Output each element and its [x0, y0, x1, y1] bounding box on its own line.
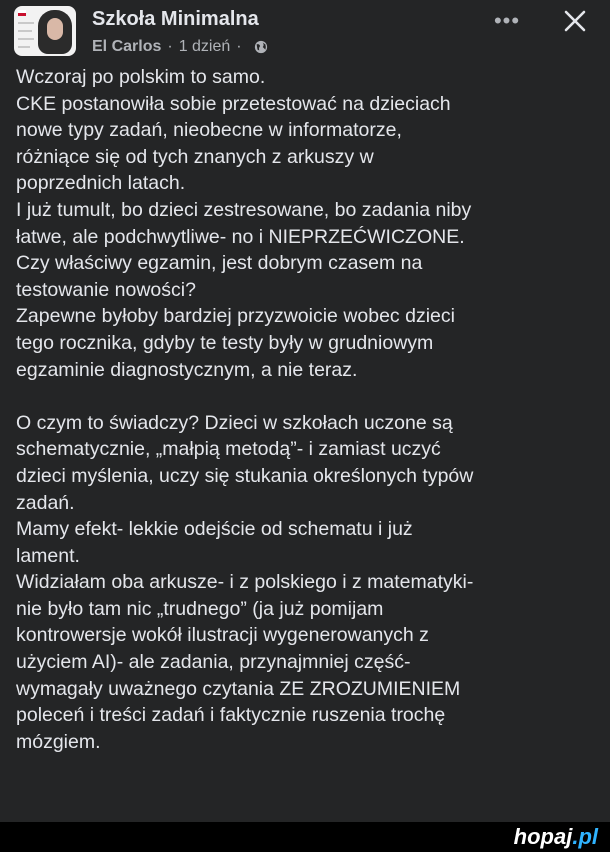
body-line: użyciem AI)- ale zadania, przynajmniej część- — [16, 651, 411, 674]
body-line: lament. — [16, 544, 80, 567]
meta-separator: · — [167, 38, 173, 55]
watermark-tld: .pl — [572, 824, 598, 849]
body-line: Mamy efekt- lekkie odejście od schematu i już — [16, 518, 413, 541]
body-line: Wczoraj po polskim to samo. — [16, 66, 266, 88]
body-line: I już tumult, bo dzieci zestresowane, bo zadania niby — [16, 198, 472, 221]
body-line: wymagały uważnego czytania ZE ZROZUMIENIEM — [16, 677, 461, 700]
body-line: nowe typy zadań, nieobecne w informatorze, — [16, 119, 402, 142]
body-line: schematycznie, „małpią metodą”- i zamiast uczyć — [16, 438, 441, 461]
body-line: poleceń i treści zadań i faktycznie ruszenia trochę — [16, 704, 446, 727]
document-line — [18, 38, 34, 40]
body-line: mózgiem. — [16, 730, 101, 753]
body-line: poprzednich latach. — [16, 172, 186, 195]
body-line: CKE postanowiła sobie przetestować na dzieciach — [16, 92, 451, 115]
close-icon[interactable] — [560, 6, 590, 36]
body-line: Widziałam oba arkusze- i z polskiego i z matematyki- — [16, 571, 474, 594]
body-line: kontrowersje wokół ilustracji wygenerowanych z — [16, 624, 429, 647]
body-line: różniące się od tych znanych z arkuszy w — [16, 145, 374, 168]
body-line: testowanie nowości? — [16, 278, 196, 301]
post-time[interactable]: 1 dzień — [178, 38, 231, 55]
post-body — [16, 64, 596, 755]
body-line: dzieci myślenia, uczy się stukania określonych typów — [16, 464, 474, 487]
post-header — [0, 0, 610, 62]
meta-separator: · — [236, 38, 242, 55]
document-line — [18, 46, 30, 48]
body-line: O czym to świadczy? Dzieci w szkołach uczone są — [16, 411, 453, 434]
body-line: nie było tam nic „trudnego” (ja już pomijam — [16, 597, 384, 620]
post-meta — [92, 38, 268, 56]
body-line: łatwe, ale podchwytliwe- no i NIEPRZEĆWICZONE. — [16, 225, 465, 248]
globe-icon[interactable] — [254, 40, 268, 54]
document-line — [18, 30, 32, 32]
more-options-button[interactable]: ••• — [493, 8, 521, 33]
site-watermark — [514, 824, 598, 850]
body-line: egzaminie diagnostycznym, a nie teraz. — [16, 358, 358, 381]
body-line: Czy właściwy egzamin, jest dobrym czasem na — [16, 252, 423, 275]
watermark-name: hopaj — [513, 824, 573, 849]
body-line: tego rocznika, gdyby te testy były w grudniowym — [16, 331, 434, 354]
watermark-bar — [0, 822, 610, 852]
blank-line — [16, 383, 596, 410]
body-line: zadań. — [16, 491, 75, 514]
flag-icon — [18, 10, 26, 16]
avatar[interactable] — [14, 6, 76, 56]
avatar-face — [47, 18, 63, 40]
page-title[interactable]: Szkoła Minimalna — [92, 8, 259, 30]
body-line: Zapewne byłoby bardziej przyzwoicie wobec dzieci — [16, 305, 455, 328]
author-name[interactable]: El Carlos — [92, 38, 162, 55]
document-line — [18, 22, 34, 24]
